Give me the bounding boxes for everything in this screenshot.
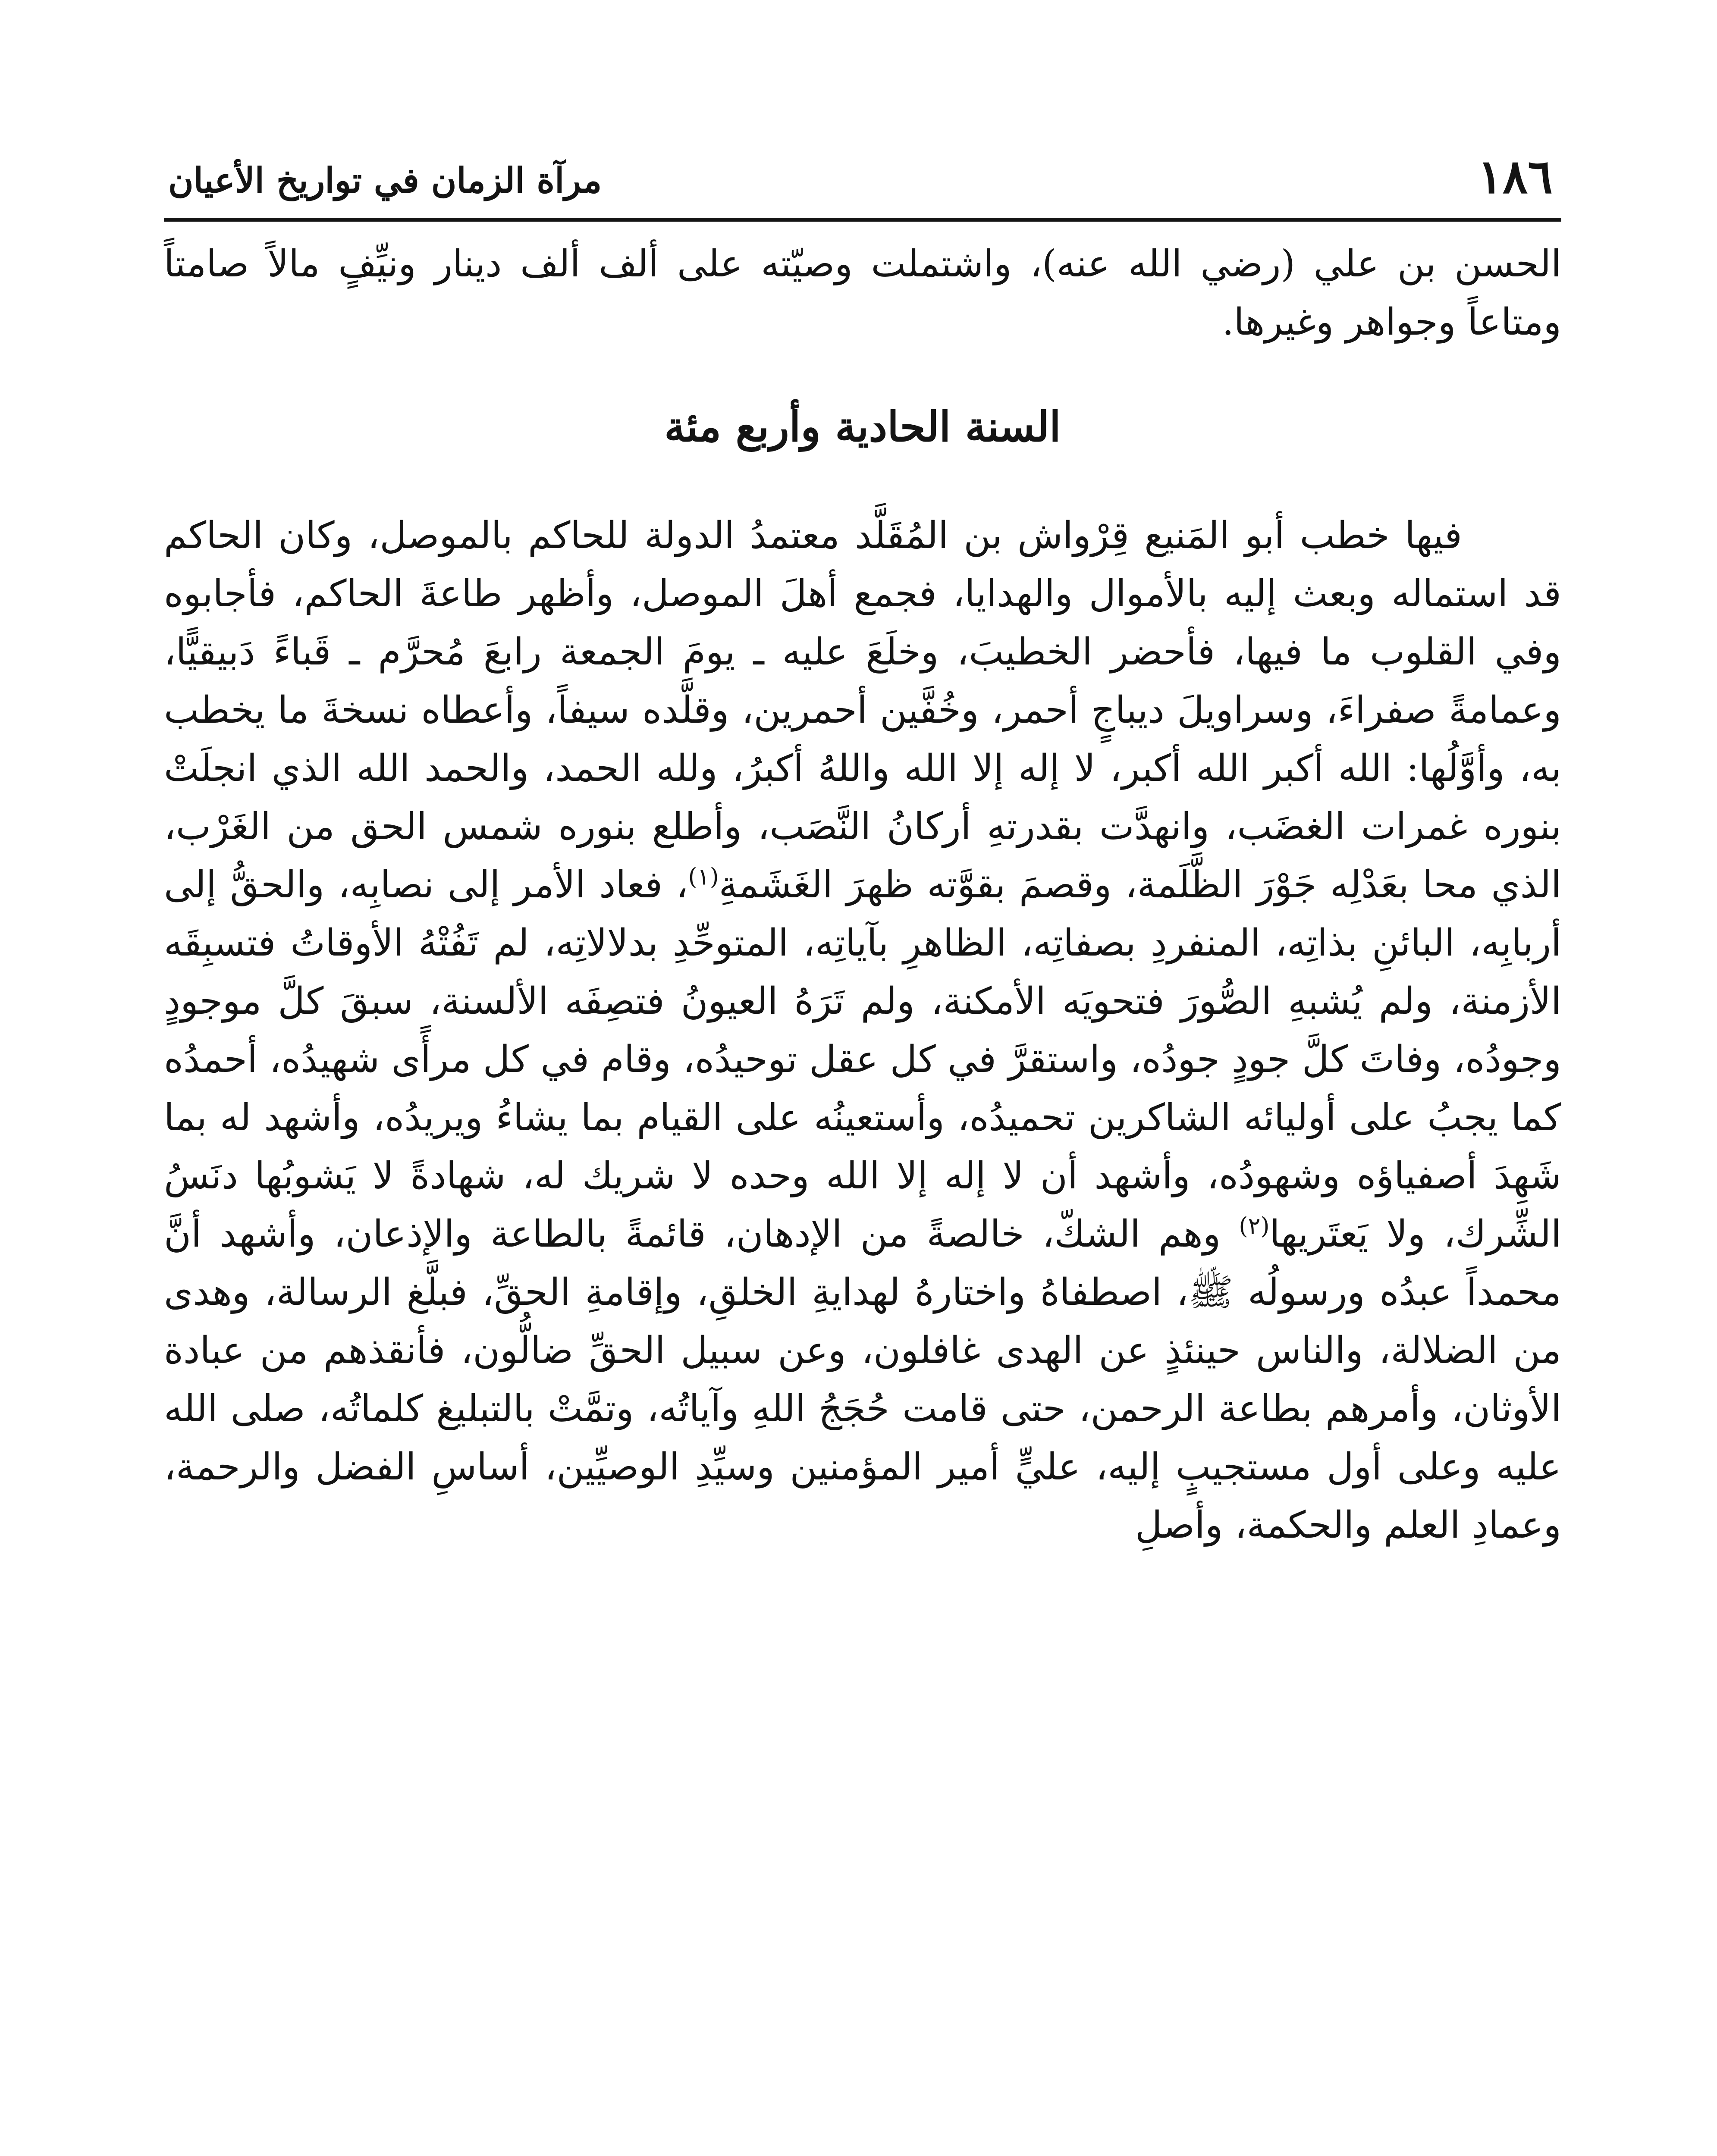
footnote-ref-2: (٢) (1239, 1212, 1270, 1240)
main-paragraph-part-3: وهم الشكّ، خالصةً من الإدهان، قائمةً بالطاعة والإذعان، وأشهد أنَّ محمداً عبدُه ورسولُه ﷺ، اصطفاهُ واختارهُ لهدايةِ الخلقِ، وإقامةِ الحقِّ، فبلَّغ الرسالة، وهدى من الضلالة، والناس حينئذٍ عن الهدى غافلون، وعن سبيل الحقِّ ضالُّون، فأنقذهم من عبادة الأوثان، وأمرهم بطاعة الرحمن، حتى قامت حُجَجُ اللهِ وآياتُه، وتمَّتْ بالتبليغ كلماتُه، صلى الله عليه وعلى أول مستجيبٍ إليه، عليٍّ أمير المؤمنين وسيِّدِ الوصيِّين، أساسِ الفضل والرحمة، وعمادِ العلم والحكمة، وأصلِ (164, 1213, 1561, 1547)
section-heading: السنة الحادية وأربع مئة (664, 402, 1061, 451)
main-paragraph (164, 507, 1561, 1554)
running-title: مرآة الزمان في تواريخ الأعيان (168, 160, 602, 201)
intro-paragraph: الحسن بن علي (رضي الله عنه)، واشتملت وصيّته على ألف ألف دينار ونيِّفٍ مالاً صامتاً ومتاعاً وجواهر وغيرها. (164, 242, 1561, 344)
page-number: ١٨٦ (1477, 150, 1553, 204)
page-header (164, 142, 1561, 222)
body-text (164, 235, 1561, 1554)
main-paragraph-part-2: ، فعاد الأمر إلى نصابِه، والحقُّ إلى أربابِه، البائنِ بذاتِه، المنفردِ بصفاتِه، الظاهرِ بآياتِه، المتوحِّدِ بدلالاتِه، لم تَفُتْهُ الأوقاتُ فتسبِقَه الأزمنة، ولم يُشبهِ الصُّورَ فتحويَه الأمكنة، ولم تَرَهُ العيونُ فتصِفَه الألسنة، سبقَ كلَّ موجودٍ وجودُه، وفاتَ كلَّ جودٍ جودُه، واستقرَّ في كل عقل توحيدُه، وقام في كل مرأًى شهيدُه، أحمدُه كما يجبُ على أوليائه الشاكرين تحميدُه، وأستعينُه على القيام بما يشاءُ ويريدُه، وأشهد له بما شَهِدَ أصفياؤه وشهودُه، وأشهد أن لا إله إلا الله وحده لا شريك له، شهادةً لا يَشوبُها دنَسُ الشِّرك، ولا يَعتَريها (164, 863, 1561, 1256)
main-paragraph-part-1: فيها خطب أبو المَنيع قِرْواش بن المُقَلَّد معتمدُ الدولة للحاكم بالموصل، وكان الحاكم قد استماله وبعث إليه بالأموال والهدايا، فجمع أهلَ الموصل، وأظهر طاعةَ الحاكم، فأجابوه وفي القلوب ما فيها، فأحضر الخطيبَ، وخلَعَ عليه ـ يومَ الجمعة رابعَ مُحرَّم ـ قَباءً دَبيقيًّا، وعمامةً صفراءَ، وسراويلَ ديباجٍ أحمر، وخُفَّين أحمرين، وقلَّده سيفاً، وأعطاه نسخةَ ما يخطب به، وأوَّلُها: الله أكبر الله أكبر، لا إله إلا الله واللهُ أكبرُ، ولله الحمد، والحمد الله الذي انجلَتْ بنوره غمرات الغضَب، وانهدَّت بقدرتهِ أركانُ النَّصَب، وأطلع بنوره شمس الحق من الغَرْب، الذي محا بعَدْلِه جَوْرَ الظَّلَمة، وقصمَ بقوَّته ظهرَ الغَشَمةِ (164, 514, 1561, 906)
book-page (164, 142, 1561, 2156)
footnote-ref-1: (١) (688, 863, 719, 890)
